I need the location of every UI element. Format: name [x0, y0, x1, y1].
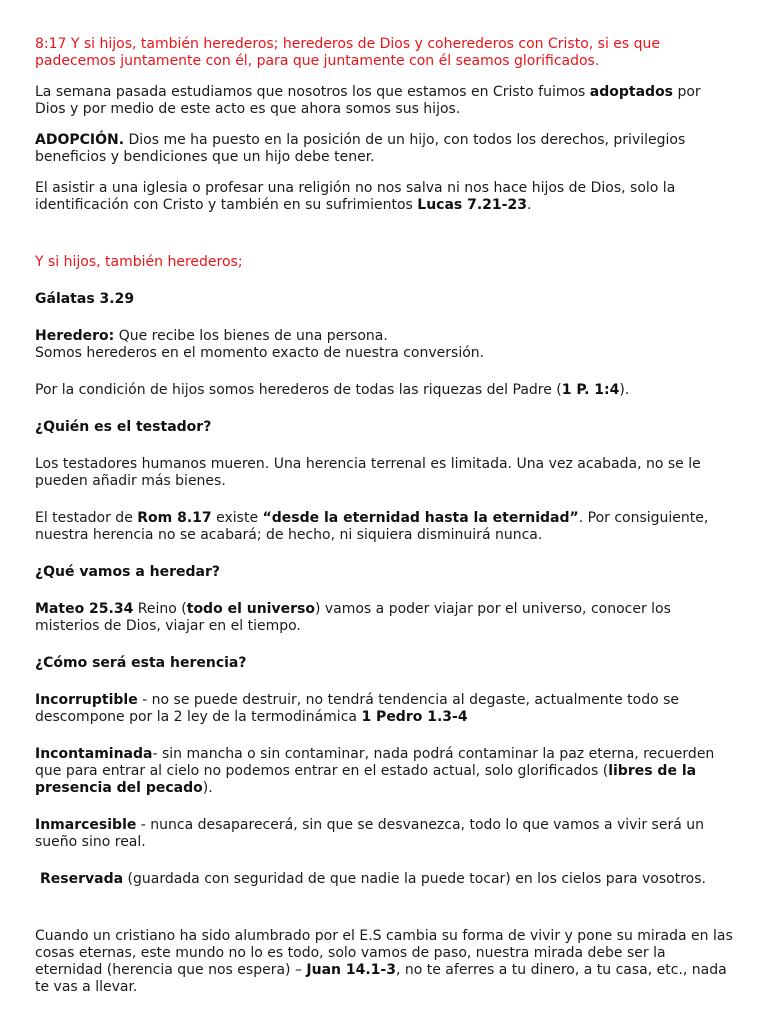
text: .: [526, 197, 532, 213]
text: - sin mancha o sin contaminar, nada podrá contaminar la paz eterna, recuerden que para entrar al cielo no podemos entrar en el estado actual, solo glorificados (: [35, 746, 715, 779]
text: Cuando un cristiano ha sido alumbrado por el E.S cambia su forma de vivir y pone su mirada en las cosas eternas, este mundo no lo es todo, solo vamos de paso, nuestra mirada debe ser la eternidad (herencia que nos espera) –: [35, 928, 733, 978]
text: Reino (: [133, 601, 187, 617]
bold-text: “desde la eternidad hasta la eternidad”: [262, 510, 579, 526]
bold-text: ¿Cómo será esta herencia?: [35, 655, 247, 671]
text: ) vamos a poder viajar por el universo, conocer los misterios de Dios, viajar en el tiempo.: [35, 601, 671, 634]
bold-text: Inmarcesible: [35, 817, 137, 833]
paragraph-iglesia: [35, 180, 735, 214]
text: El testador de: [35, 510, 138, 526]
text: Por la condición de hijos somos herederos de todas las riquezas del Padre (: [35, 382, 562, 398]
text: (guardada con seguridad de que nadie la puede tocar) en los cielos para vosotros.: [123, 871, 706, 887]
bold-text: 1 P. 1:4: [561, 382, 620, 398]
text: Que recibe los bienes de una persona.: [114, 328, 388, 344]
paragraph-inmarcesible: [35, 817, 735, 851]
paragraph-mateo: [35, 601, 735, 635]
bold-text: Heredero:: [35, 328, 115, 344]
bold-text: ¿Quién es el testador?: [35, 419, 212, 435]
paragraph-adopcion: [35, 132, 735, 166]
paragraph-heredero: [35, 328, 735, 362]
paragraph-adoptados: [35, 84, 735, 118]
text: existe: [211, 510, 263, 526]
paragraph-condicion: [35, 382, 735, 399]
verse-heading: 8:17 Y si hijos, también herederos; herederos de Dios y coherederos con Cristo, si es que padecemos juntamente con él, para que juntamente con él seamos glorificados.: [35, 36, 661, 69]
document-page: [35, 36, 735, 996]
paragraph-incorruptible: [35, 692, 735, 726]
question-testador: [35, 419, 735, 436]
text: ).: [202, 780, 213, 796]
text: por Dios y por medio de este acto es que ahora somos sus hijos.: [35, 84, 701, 117]
text: Dios me ha puesto en la posición de un hijo, con todos los derechos, privilegios beneficios y bendiciones que un hijo debe tener.: [35, 132, 686, 165]
galatas-reference: [35, 291, 735, 308]
bold-text: libres de la presencia del pecado: [35, 763, 697, 796]
paragraph-cristiano: [35, 928, 735, 996]
bold-text: ¿Qué vamos a heredar?: [35, 564, 221, 580]
text: Somos herederos en el momento exacto de nuestra conversión.: [35, 345, 485, 361]
bold-text: adoptados: [589, 84, 674, 100]
bold-text: Mateo 25.34: [35, 601, 134, 617]
paragraph-incontaminada: [35, 746, 735, 797]
text: La semana pasada estudiamos que nosotros los que estamos en Cristo fuimos: [35, 84, 590, 100]
text: , no te aferres a tu dinero, a tu casa, etc., nada te vas a llevar.: [35, 962, 727, 995]
bold-text: Juan 14.1-3: [306, 962, 396, 978]
text: - no se puede destruir, no tendrá tendencia al degaste, actualmente todo se descompone por la 2 ley de la termodinámica: [35, 692, 680, 725]
bold-text: Gálatas 3.29: [35, 291, 135, 307]
text: El asistir a una iglesia o profesar una religión no nos salva ni nos hace hijos de Dios, solo la identificación con Cristo y también en su sufrimientos: [35, 180, 676, 213]
question-heredar: [35, 564, 735, 581]
question-herencia: [35, 655, 735, 672]
text: . Por consiguiente, nuestra herencia no se acabará; de hecho, ni siquiera disminuirá nunca.: [35, 510, 709, 543]
bold-text: Rom 8.17: [137, 510, 212, 526]
bold-text: Lucas 7.21-23: [417, 197, 527, 213]
subheading-herederos: Y si hijos, también herederos;: [35, 254, 243, 270]
bold-text: Incontaminada: [35, 746, 153, 762]
bold-text: Reservada: [40, 871, 124, 887]
paragraph-reservada: [35, 871, 735, 888]
bold-text: todo el universo: [186, 601, 315, 617]
text: ).: [619, 382, 630, 398]
text: - nunca desaparecerá, sin que se desvanezca, todo lo que vamos a vivir será un sueño sino real.: [35, 817, 704, 850]
bold-text: 1 Pedro 1.3-4: [361, 709, 468, 725]
bold-text: Incorruptible: [35, 692, 138, 708]
bold-text: ADOPCIÓN.: [35, 132, 125, 148]
paragraph-testadores: Los testadores humanos mueren. Una herencia terrenal es limitada. Una vez acabada, no se le pueden añadir más bienes.: [35, 456, 701, 489]
paragraph-rom: [35, 510, 735, 544]
